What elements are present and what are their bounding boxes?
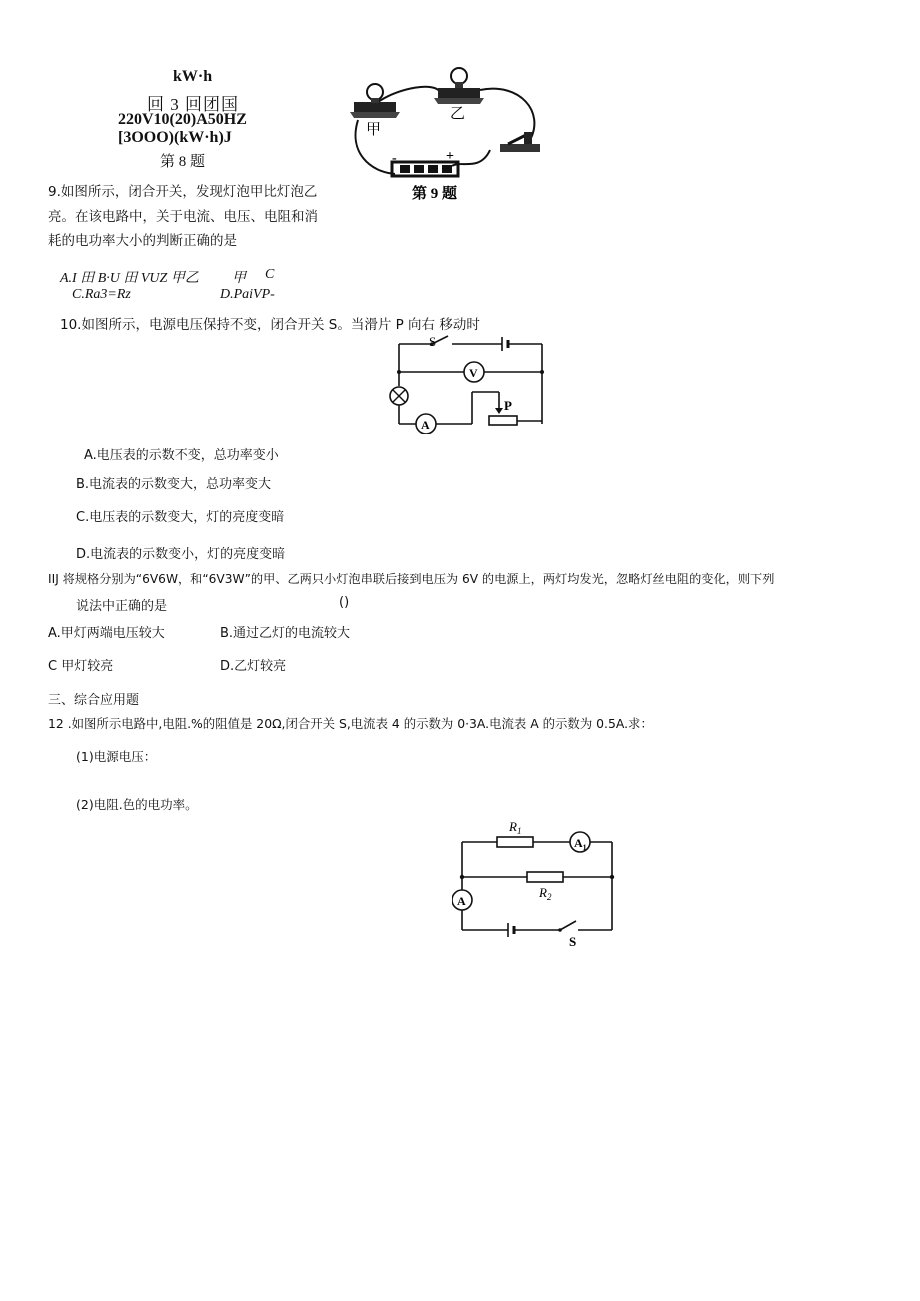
q12-sub-2: (2)电阻.色的电功率。 [76,797,198,812]
figure-9-circuit [340,62,550,212]
fig10-label-s: S [429,334,437,349]
meter-spec-2: [3OOO)(kW·h)J [118,129,232,146]
fig10-voltmeter-v: V [469,366,478,380]
figure-9-caption: 第 9 题 [412,186,458,202]
section-3-title: 三、综合应用题 [48,693,140,708]
q9-line-2: 亮。在该电路中，关于电流、电压、电阻和消 [48,209,318,225]
q11-bracket: () [339,595,350,610]
q11-option-a: A.甲灯两端电压较大 [48,626,165,641]
q12-sub-1: (1)电源电压： [76,749,157,764]
fig12-label-r1: $R_1$ [509,819,522,836]
fig12-label-s: S [569,934,577,949]
q9-option-a: A.I 田 B·U 田 VUZ 甲乙 [60,271,199,286]
q9-option-c: C.Ra3=Rz [72,287,131,302]
q9-line-3: 耗的电功率大小的判断正确的是 [48,233,237,249]
battery-plus: + [446,149,454,164]
meter-unit: kW·h [173,68,213,85]
q11-option-b: B.通过乙灯的电流较大 [220,626,351,641]
label-yi: 乙 [450,106,466,122]
figure-12-circuit [452,815,622,950]
fig12-ammeter-a1: $A_1$ [574,836,587,852]
q8-caption: 第 8 题 [160,154,206,170]
q12-stem: 12 .如图所示电路中,电阻.%的阻值是 20Ω,闭合开关 S,电流表 4 的示数为 0·3A.电流表 A 的示数为 0.5A.求： [48,716,653,731]
fig12-label-r2: $R_2$ [539,885,552,902]
q9-line-1: 9.如图所示，闭合开关，发现灯泡甲比灯泡乙 [48,184,318,200]
q10-option-a: A.电压表的示数不变，总功率变小 [84,448,279,463]
q11-option-d: D.乙灯较亮 [220,659,287,674]
q11-line-1: IIJ 将规格分别为“6V6W，和“6V3W”的甲、乙两只小灯泡串联后接到电压为 6V 的电源上，两灯均发光，忽略灯丝电阻的变化，则下列 [48,572,775,586]
label-jia: 甲 [366,122,382,138]
q10-option-b: B.电流表的示数变大，总功率变大 [76,477,272,492]
q10-option-d: D.电流表的示数变小，灯的亮度变暗 [76,547,286,562]
fig10-ammeter-a: A [421,418,430,432]
q10-stem: 10.如图所示，电源电压保持不变，闭合开关 S。当滑片 P 向右 移动时 [60,317,480,333]
battery-minus: - [392,151,397,166]
q9-option-a-3: C [265,267,275,282]
q9-option-d: D.PaiVP- [220,287,275,302]
meter-spec-1: 220V10(20)A50HZ [118,111,247,128]
fig12-ammeter-a: A [457,894,466,908]
q10-option-c: C.电压表的示数变大，灯的亮度变暗 [76,510,285,525]
q11-option-c: C 甲灯较亮 [48,659,114,674]
figure-10-circuit [384,334,549,434]
q9-option-a-2: 甲 [232,271,246,286]
meter-display: 回 3 回团国 [147,95,239,114]
q11-line-2: 说法中正确的是 [76,599,168,614]
fig10-label-p: P [504,398,512,413]
